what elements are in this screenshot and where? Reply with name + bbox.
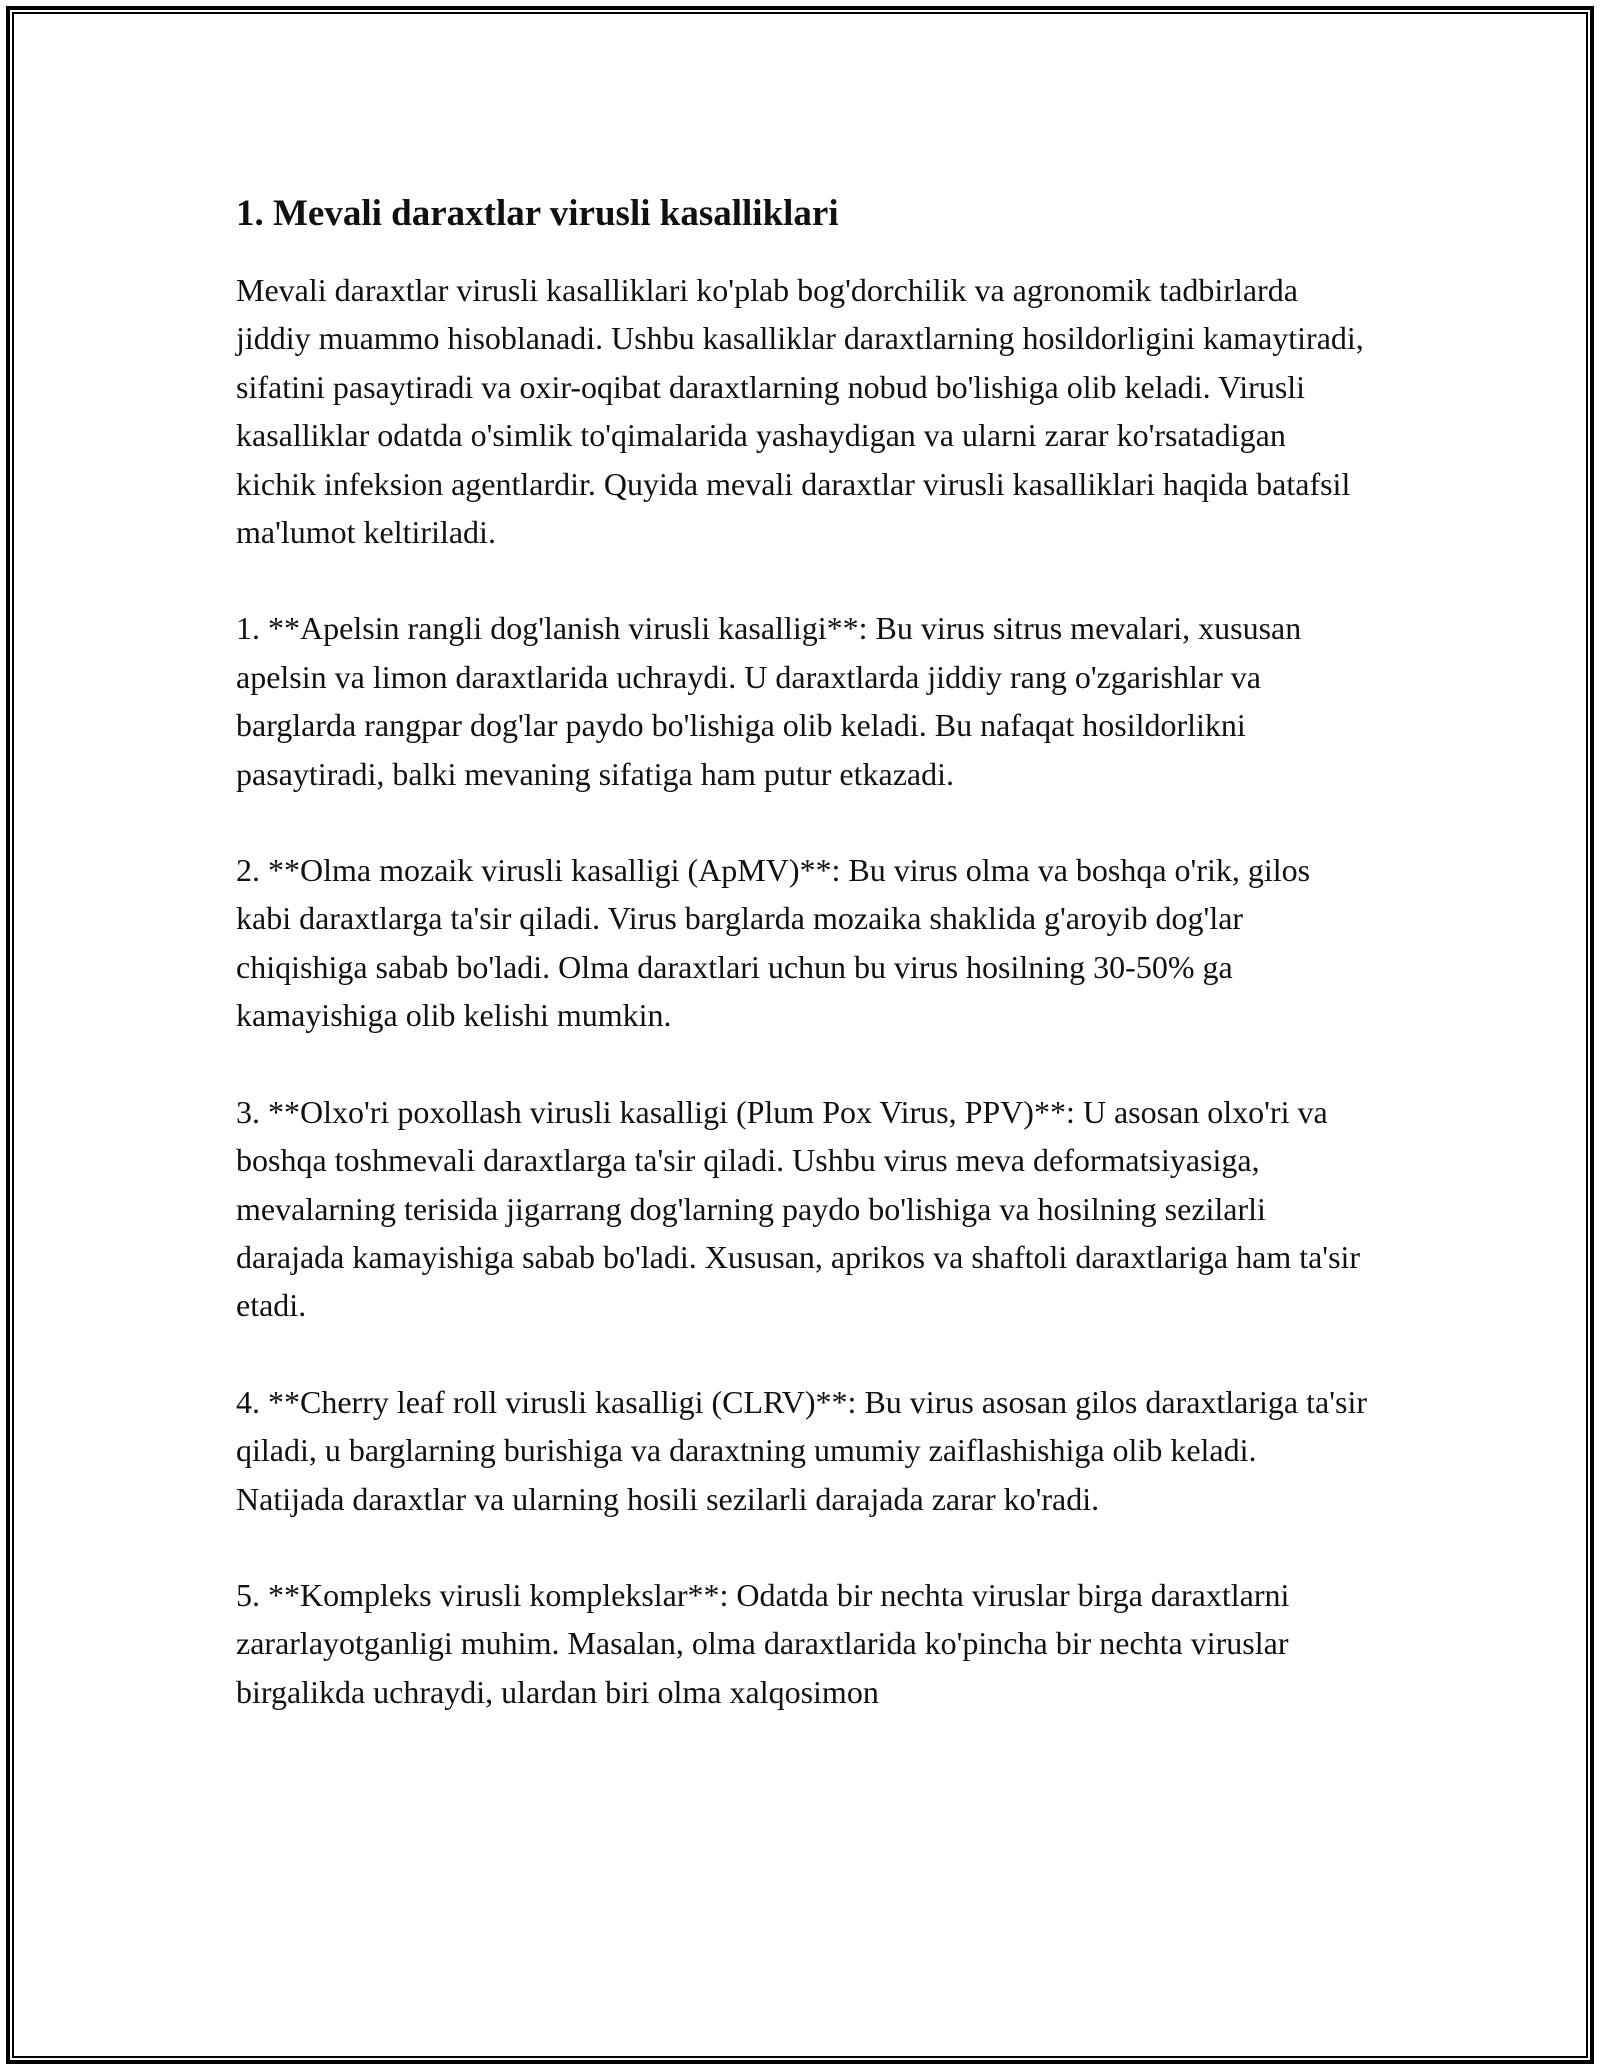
list-item-3-paragraph: 3. **Olxo'ri poxollash virusli kasalligi (Plum Pox Virus, PPV)**: U asosan olxo'ri va boshqa toshmevali daraxtlarga ta'sir qiladi. Ushbu virus meva deformatsiyasiga, mevalarning terisida jigarrang dog'larning paydo bo'lishiga va hosilning sezilarli darajada kamayishiga sabab bo'ladi. Xususan, aprikos va shaftoli daraxtlariga ham ta'sir etadi. [236,1093,1361,1324]
list-item-2-paragraph: 2. **Olma mozaik virusli kasalligi (ApMV)**: Bu virus olma va boshqa o'rik, gilos kabi daraxtlarga ta'sir qiladi. Virus barglarda mozaika shaklida g'aroyib dog'lar chiqishiga sabab bo'ladi. Olma daraxtlari uchun bu virus hosilning 30-50% ga kamayishiga olib kelishi mumkin. [236,852,1311,1034]
list-item-5-paragraph: 5. **Kompleks virusli komplekslar**: Odatda bir nechta viruslar birga daraxtlarni zararlayotganligi muhim. Masalan, olma daraxtlarida ko'pincha bir nechta viruslar birgalikda uchraydi, ulardan biri olma xalqosimon [236,1576,1290,1710]
document-title: 1. Mevali daraxtlar virusli kasalliklari [236,193,839,234]
list-item-1-paragraph: 1. **Apelsin rangli dog'lanish virusli kasalligi**: Bu virus sitrus mevalari, xususan apelsin va limon daraxtlarida uchraydi. U daraxtlarda jiddiy rang o'zgarishlar va barglarda rangpar dog'lar paydo bo'lishiga olib keladi. Bu nafaqat hosildorlikni pasaytiradi, balki mevaning sifatiga ham putur etkazadi. [236,610,1302,792]
document-body [236,188,1371,1764]
intro-paragraph: Mevali daraxtlar virusli kasalliklari ko'plab bog'dorchilik va agronomik tadbirlarda jiddiy muammo hisoblanadi. Ushbu kasalliklar daraxtlarning hosildorligini kamaytiradi, sifatini pasaytiradi va oxir-oqibat daraxtlarning nobud bo'lishiga olib keladi. Virusli kasalliklar odatda o'simlik to'qimalarida yashaydigan va ularni zarar ko'rsatadigan kichik infeksion agentlardir. Quyida mevali daraxtlar virusli kasalliklari haqida batafsil ma'lumot keltiriladi. [236,272,1364,551]
list-item-4-paragraph: 4. **Cherry leaf roll virusli kasalligi (CLRV)**: Bu virus asosan gilos daraxtlariga ta'sir qiladi, u barglarning burishiga va daraxtning umumiy zaiflashishiga olib keladi. Natijada daraxtlar va ularning hosili sezilarli darajada zarar ko'radi. [236,1383,1367,1517]
